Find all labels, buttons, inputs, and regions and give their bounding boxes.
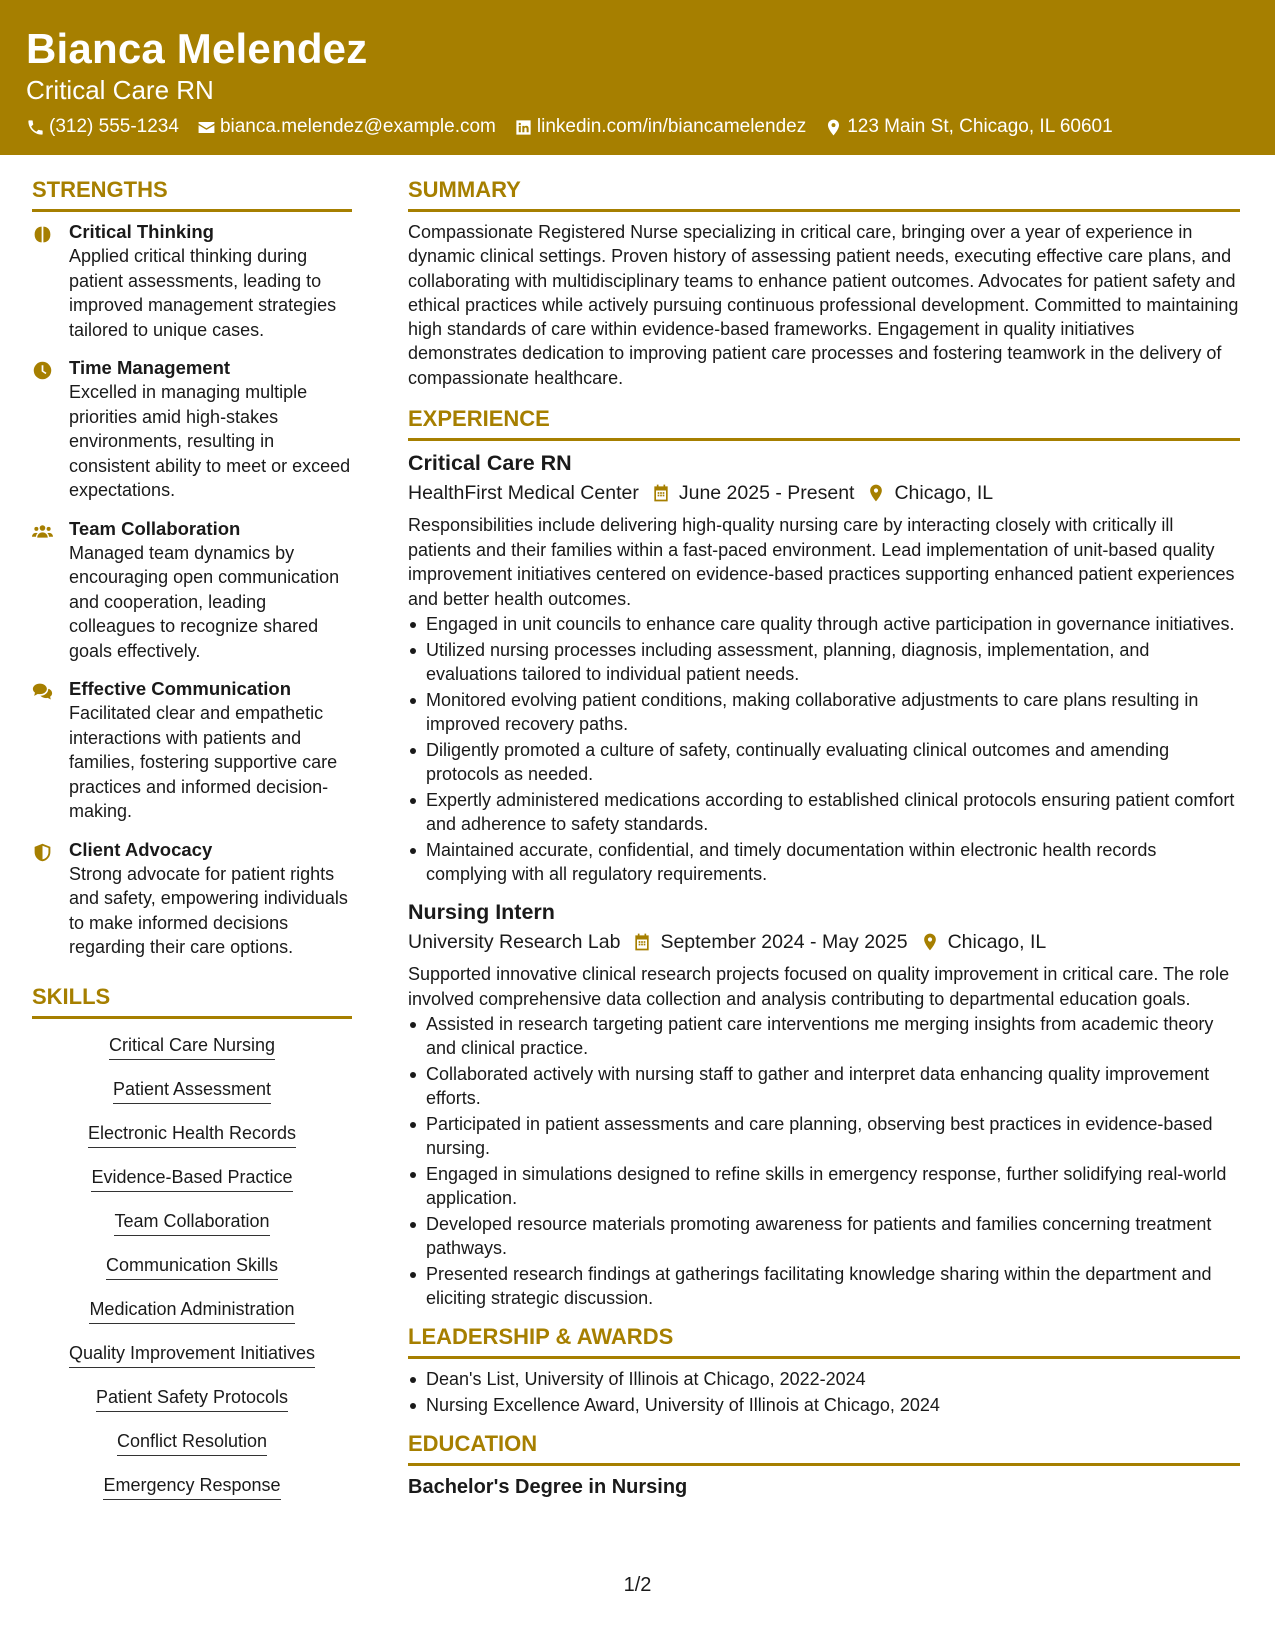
strength-title: Time Management (69, 357, 231, 378)
job-meta (408, 928, 1240, 956)
bullet-item: Presented research findings at gatherings facilitating knowledge sharing within the department and eliciting strategic discussion. (408, 1262, 1240, 1310)
map-pin-icon (866, 483, 886, 503)
strength-desc: Managed team dynamics by encouraging open communication and cooperation, leading colleagues to recognize shared goals effectively. (69, 542, 340, 661)
job-org: HealthFirst Medical Center (408, 482, 639, 505)
bullet-item: Diligently promoted a culture of safety, continually evaluating clinical outcomes and amending protocols as needed. (408, 738, 1240, 786)
leadership-list (408, 1367, 1240, 1417)
contact-address (824, 115, 1112, 139)
envelope-icon (197, 118, 216, 137)
email-text: bianca.melendez@example.com (219, 116, 496, 137)
leadership-heading: LEADERSHIP & AWARDS (408, 1322, 1240, 1359)
map-pin-icon (824, 118, 843, 137)
strength-title: Critical Thinking (69, 221, 214, 242)
strength-desc: Excelled in managing multiple priorities amid high-stakes environments, resulting in consistent ability to meet or exceed expectations. (69, 382, 351, 500)
strength-item (32, 220, 352, 342)
bullet-item: Engaged in simulations designed to refine skills in emergency response, further solidifying real-world application. (408, 1162, 1240, 1210)
strengths-heading: STRENGTHS (32, 175, 352, 212)
candidate-title: Critical Care RN (26, 75, 214, 105)
job-location: Chicago, IL (947, 931, 1047, 954)
phone-text: (312) 555-1234 (49, 116, 179, 137)
job-description: Responsibilities include delivering high-quality nursing care by interacting closely with critically ill patients and their families within a fast-paced environment. Lead implementation of unit-based quality improvement initiatives centered on evidence-based practices supporting enhanced patient experiences and better health outcomes. (408, 515, 1235, 609)
experience-heading: EXPERIENCE (408, 404, 1240, 441)
bullet-item: Participated in patient assessments and care planning, observing best practices in evidence-based nursing. (408, 1112, 1240, 1160)
skill-tag: Communication Skills (106, 1253, 278, 1280)
job-title: Critical Care RN (408, 451, 572, 476)
contact-email[interactable] (197, 115, 496, 139)
candidate-name: Bianca Melendez (26, 25, 368, 72)
strength-desc: Strong advocate for patient rights and safety, empowering individuals to make informed decisions regarding their care options. (69, 863, 348, 957)
linkedin-text: linkedin.com/in/biancamelendez (536, 116, 807, 137)
strength-item (32, 356, 352, 503)
bullet-item: Monitored evolving patient conditions, making collaborative adjustments to care plans resulting in improved recovery paths. (408, 688, 1240, 736)
education-heading: EDUCATION (408, 1429, 1240, 1466)
resume-header (0, 0, 1275, 155)
skills-list (32, 1027, 352, 1517)
skill-tag: Evidence-Based Practice (91, 1165, 292, 1192)
award-item: Dean's List, University of Illinois at Chicago, 2022-2024 (408, 1367, 1240, 1391)
skill-tag: Critical Care Nursing (109, 1033, 275, 1060)
skill-tag: Quality Improvement Initiatives (69, 1341, 315, 1368)
strength-item (32, 677, 352, 824)
bullet-item: Expertly administered medications according to established clinical protocols ensuring patient comfort and adherence to safety standards. (408, 788, 1240, 836)
job-description: Supported innovative clinical research projects focused on quality improvement in critical care. The role involved comprehensive data collection and analysis contributing to departmental education goals. (408, 964, 1230, 1009)
skill-tag: Medication Administration (89, 1297, 294, 1324)
phone-icon (26, 118, 45, 137)
skill-tag: Patient Safety Protocols (96, 1385, 288, 1412)
contact-bar (26, 115, 1249, 139)
bullet-item: Utilized nursing processes including assessment, planning, diagnosis, implementation, and evaluations tailored to individual patient needs. (408, 638, 1240, 686)
linkedin-icon (514, 118, 533, 137)
strength-title: Team Collaboration (69, 517, 241, 539)
education-degree: Bachelor's Degree in Nursing (408, 1476, 688, 1499)
strength-desc: Facilitated clear and empathetic interactions with patients and families, fostering supportive care practices and informed decision-making. (69, 703, 338, 821)
address-text: 123 Main St, Chicago, IL 60601 (847, 116, 1113, 137)
summary-heading: SUMMARY (408, 175, 1240, 212)
calendar-icon (651, 483, 671, 503)
skill-tag: Patient Assessment (113, 1077, 271, 1104)
job-title: Nursing Intern (408, 900, 555, 925)
job-entry (408, 898, 1240, 1310)
skill-tag: Emergency Response (103, 1473, 280, 1500)
job-meta (408, 479, 1240, 507)
job-entry (408, 449, 1240, 886)
strength-title: Effective Communication (69, 678, 292, 699)
summary-text: Compassionate Registered Nurse specializing in critical care, bringing over a year of experience in dynamic clinical settings. Proven history of assessing patient needs, executing effective care plans, and collaborating with multidisciplinary teams to enhance patient outcomes. Advocates for patient safety and ethical practices while actively pursuing continuous professional development. Committed to maintaining high standards of care within evidence-based frameworks. Engagement in quality initiatives demonstrates dedication to improving patient care processes and fostering teamwork in the delivery of compassionate healthcare. (408, 222, 1239, 388)
bullet-item: Maintained accurate, confidential, and timely documentation within electronic health records complying with all regulatory requirements. (408, 838, 1240, 886)
job-dates: September 2024 - May 2025 (660, 931, 908, 954)
brain-icon (32, 224, 53, 245)
strength-item (32, 517, 352, 664)
skills-heading: SKILLS (32, 982, 352, 1019)
strength-title: Client Advocacy (69, 838, 213, 860)
page-number: 1/2 (623, 1574, 652, 1596)
users-icon (32, 521, 53, 542)
bullet-item: Developed resource materials promoting awareness for patients and families concerning treatment pathways. (408, 1212, 1240, 1260)
job-location: Chicago, IL (894, 482, 994, 505)
job-bullets (408, 1012, 1240, 1310)
bullet-item: Engaged in unit councils to enhance care quality through active participation in governance initiatives. (408, 612, 1240, 636)
skill-tag: Team Collaboration (114, 1209, 269, 1236)
job-org: University Research Lab (408, 931, 621, 954)
calendar-icon (632, 932, 652, 952)
clock-icon (32, 360, 53, 381)
award-item: Nursing Excellence Award, University of Illinois at Chicago, 2024 (408, 1393, 1240, 1417)
shield-icon (32, 842, 53, 863)
job-dates: June 2025 - Present (678, 482, 855, 505)
strength-desc: Applied critical thinking during patient assessments, leading to improved management strategies tailored to unique cases. (69, 246, 337, 340)
right-column (408, 175, 1240, 1500)
skill-tag: Electronic Health Records (88, 1121, 296, 1148)
skill-tag: Conflict Resolution (117, 1429, 267, 1456)
contact-linkedin[interactable] (514, 115, 806, 139)
map-pin-icon (920, 932, 940, 952)
strength-item (32, 838, 352, 960)
left-column (32, 175, 352, 1517)
job-bullets (408, 612, 1240, 886)
bullet-item: Assisted in research targeting patient care interventions me merging insights from academic theory and clinical practice. (408, 1012, 1240, 1060)
bullet-item: Collaborated actively with nursing staff to gather and interpret data enhancing quality improvement efforts. (408, 1062, 1240, 1110)
contact-phone[interactable] (26, 115, 179, 139)
comments-icon (32, 681, 53, 702)
